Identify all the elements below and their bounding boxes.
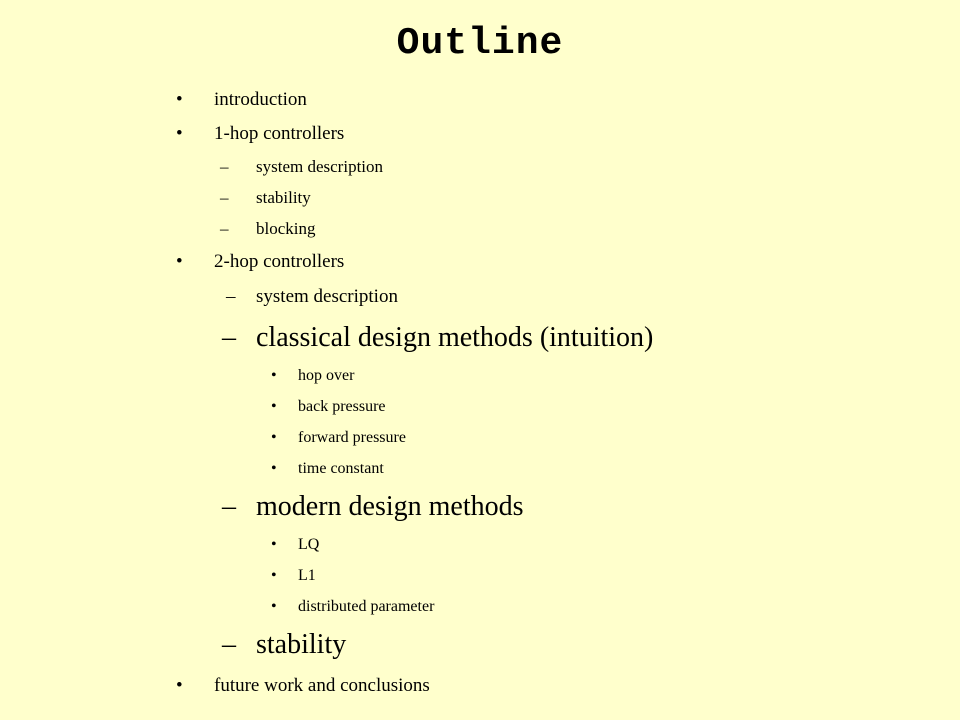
bullet-icon: • [176,251,183,272]
outline-item-text: stability [256,629,347,660]
outline-subitem-system-description [220,157,384,177]
bullet-icon: • [271,536,277,553]
dash-icon: – [220,157,229,176]
bullet-icon: • [176,89,183,110]
bullet-icon: • [271,429,277,446]
outline-subsubitem-l1 [271,566,316,586]
outline-item-2-hop-controllers [176,251,345,273]
dash-icon: – [222,491,236,522]
bullet-icon: • [271,460,277,477]
dash-icon: – [222,629,236,660]
outline-subsubitem-hop-over [271,366,355,386]
outline-item-text: distributed parameter [298,598,435,615]
outline-item-text: modern design methods [256,491,524,522]
outline-item-text: forward pressure [298,429,406,446]
outline-item-text: hop over [298,367,355,384]
bullet-icon: • [271,598,277,615]
outline-item-text: future work and conclusions [214,675,430,696]
outline-subsubitem-forward-pressure [271,428,406,448]
outline-subitem-modern-design-methods [222,491,524,523]
dash-icon: – [220,188,229,207]
outline-item-text: system description [256,286,398,307]
outline-subitem-stability [222,629,347,661]
outline-subitem-blocking [220,219,316,239]
outline-item-text: 2-hop controllers [214,251,345,272]
outline-item-text: stability [256,188,311,207]
outline-subitem-system-description [226,286,398,308]
dash-icon: – [220,219,229,238]
outline-subsubitem-distributed-parameter [271,597,435,617]
outline-subitem-stability [220,188,311,208]
outline-item-text: system description [256,157,384,176]
outline-item-introduction [176,89,307,111]
outline-subitem-classical-design-methods [222,322,654,354]
bullet-icon: • [271,367,277,384]
outline-item-text: back pressure [298,398,386,415]
dash-icon: – [222,322,236,353]
outline-item-1-hop-controllers [176,123,345,145]
outline-item-text: classical design methods (intuition) [256,322,654,353]
slide-title: Outline [396,22,564,65]
outline-item-text: blocking [256,219,316,238]
bullet-icon: • [176,123,183,144]
outline-subsubitem-time-constant [271,459,384,479]
outline-subsubitem-back-pressure [271,397,386,417]
bullet-icon: • [271,567,277,584]
outline-subsubitem-lq [271,535,320,555]
outline-item-text: time constant [298,460,384,477]
bullet-icon: • [176,675,183,696]
outline-item-text: 1-hop controllers [214,123,345,144]
outline-item-text: LQ [298,536,320,553]
bullet-icon: • [271,398,277,415]
outline-item-future-work [176,675,430,697]
dash-icon: – [226,286,236,307]
outline-item-text: L1 [298,567,316,584]
outline-item-text: introduction [214,89,307,110]
